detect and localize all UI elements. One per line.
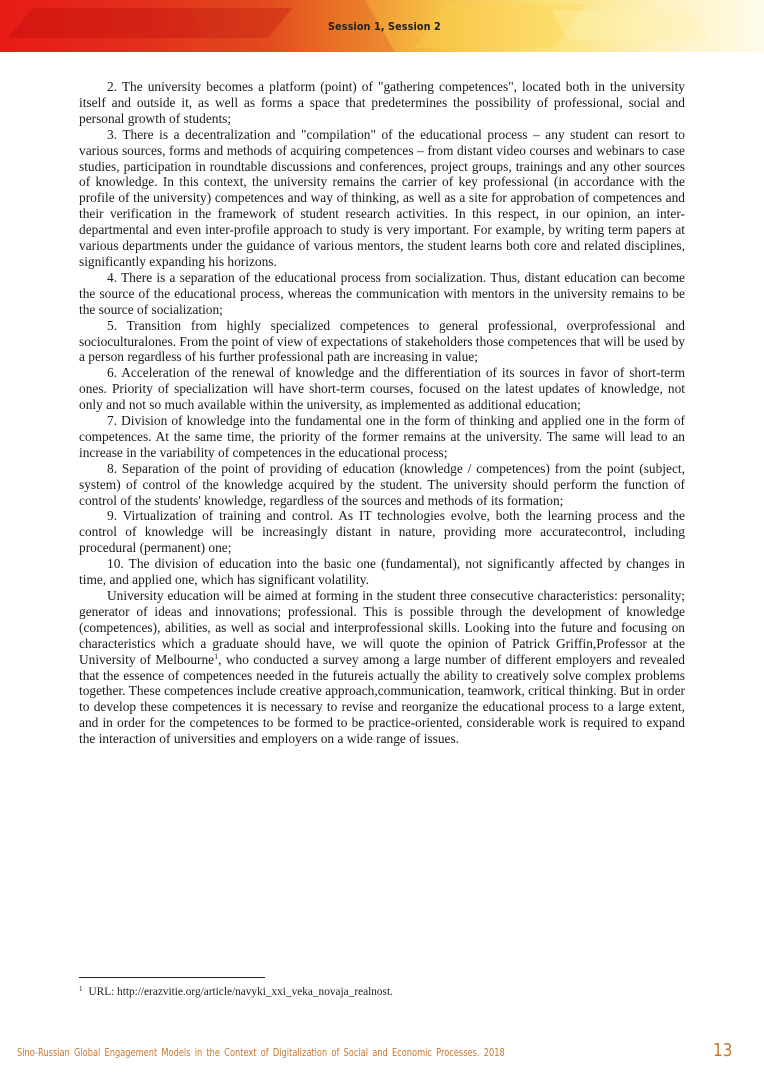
page-number: 13 xyxy=(713,1040,733,1061)
footer-title: Sino-Russian Global Engagement Models in the Context of Digitalization of Social and Economic Processes. 2018 xyxy=(17,1047,505,1059)
header-decoration xyxy=(551,10,708,40)
paragraph-conclusion xyxy=(79,588,685,747)
footnote xyxy=(79,985,393,998)
paragraph-item-4: 4. There is a separation of the educational process from socialization. Thus, distant education can become the source of the educational process, whereas the communication with mentors in the university remains to be the source of socialization; xyxy=(79,269,685,317)
footnote-reference[interactable]: 1 xyxy=(214,651,219,661)
paragraph-item-6: 6. Acceleration of the renewal of knowledge and the differentiation of its sources in favor of short-term ones. Priority of specialization will have short-term courses, focused on the latest updates of knowledge, not only and not so much available within the university, as implemented as additional education; xyxy=(79,365,685,413)
footnote-text: URL: http://erazvitie.org/article/navyki_xxi_veka_novaja_realnost. xyxy=(88,986,393,998)
footnote-mark: 1 xyxy=(79,985,83,993)
paragraph-item-3: 3. There is a decentralization and "compilation" of the educational process – any student can resort to various sources, forms and methods of acquiring competences – from distant video courses and webinars to case studies, participation in roundtable discussions and conferences, project groups, trainings and any other sources of knowledge. In this context, the university remains the carrier of key professional (in accordance with the profile of the university) competences and way of thinking, as well as a site for approbation of competences and their verification in the framework of student research activities. In this respect, in our opinion, an inter-departmental and even inter-profile approach to study is very important. For example, by writing term papers at various departments under the guidance of various mentors, the student learns both core and related disciplines, significantly expanding his horizons. xyxy=(79,126,685,269)
paragraph-item-2: 2. The university becomes a platform (point) of "gathering competences", located both in the university itself and outside it, as well as forms a space that predetermines the possibility of professional, social and personal growth of students; xyxy=(79,79,685,126)
page-header-banner xyxy=(0,0,764,52)
running-header-title: Session 1, Session 2 xyxy=(328,20,441,33)
paragraph-text: , who conducted a survey among a large number of different employers and revealed that the essence of competences needed in the futureis actually the ability to creatively solve complex problems together. These competences include creative approach,communication, teamwork, critical thinking. But in order to develop these competences it is necessary to revise and reorganize the educational process to a large extent, and in order for the competences to be formed to be practice-oriented, considerable work is required to expand the interaction of universities and employers on a wide range of issues. xyxy=(79,651,685,747)
paragraph-item-7: 7. Division of knowledge into the fundamental one in the form of thinking and applied one in the form of competences. At the same time, the priority of the former remains at the university. The same will lead to an increase in the variability of competences in the educational process; xyxy=(79,413,685,460)
paragraph-item-9: 9. Virtualization of training and control. As IT technologies evolve, both the learning process and the control of knowledge will be increasingly distant in nature, providing more accuratecontrol, including procedural (permanent) one; xyxy=(79,508,685,556)
paragraph-item-10: 10. The division of education into the basic one (fundamental), not significantly affected by changes in time, and applied one, which has significant volatility. xyxy=(79,556,685,588)
paragraph-item-5: 5. Transition from highly specialized competences to general professional, overprofessional and socioculturalones. From the point of view of expectations of stakeholders those competences that will be used by a person regardless of his further professional path are increasing in value; xyxy=(79,317,685,365)
paragraph-item-8: 8. Separation of the point of providing of education (knowledge / competences) from the point (subject, system) of control of the knowledge acquired by the student. The university should perform the function of control of the students' knowledge, regardless of the sources and methods of its formation; xyxy=(79,460,685,508)
footnote-divider xyxy=(79,977,265,978)
body-text xyxy=(79,79,685,747)
paragraph-text: University education will be aimed at forming in the student three consecutive characteristics: personality; generator of ideas and innovations; professional. This is possible through the development of knowledge (competences), abilities, as well as social and interprofessional skills. Looking into the future and focusing on characteristics which a graduate should have, we will quote the opinion of Patrick Griffin,Professor at the University of Melbourne xyxy=(79,588,685,667)
